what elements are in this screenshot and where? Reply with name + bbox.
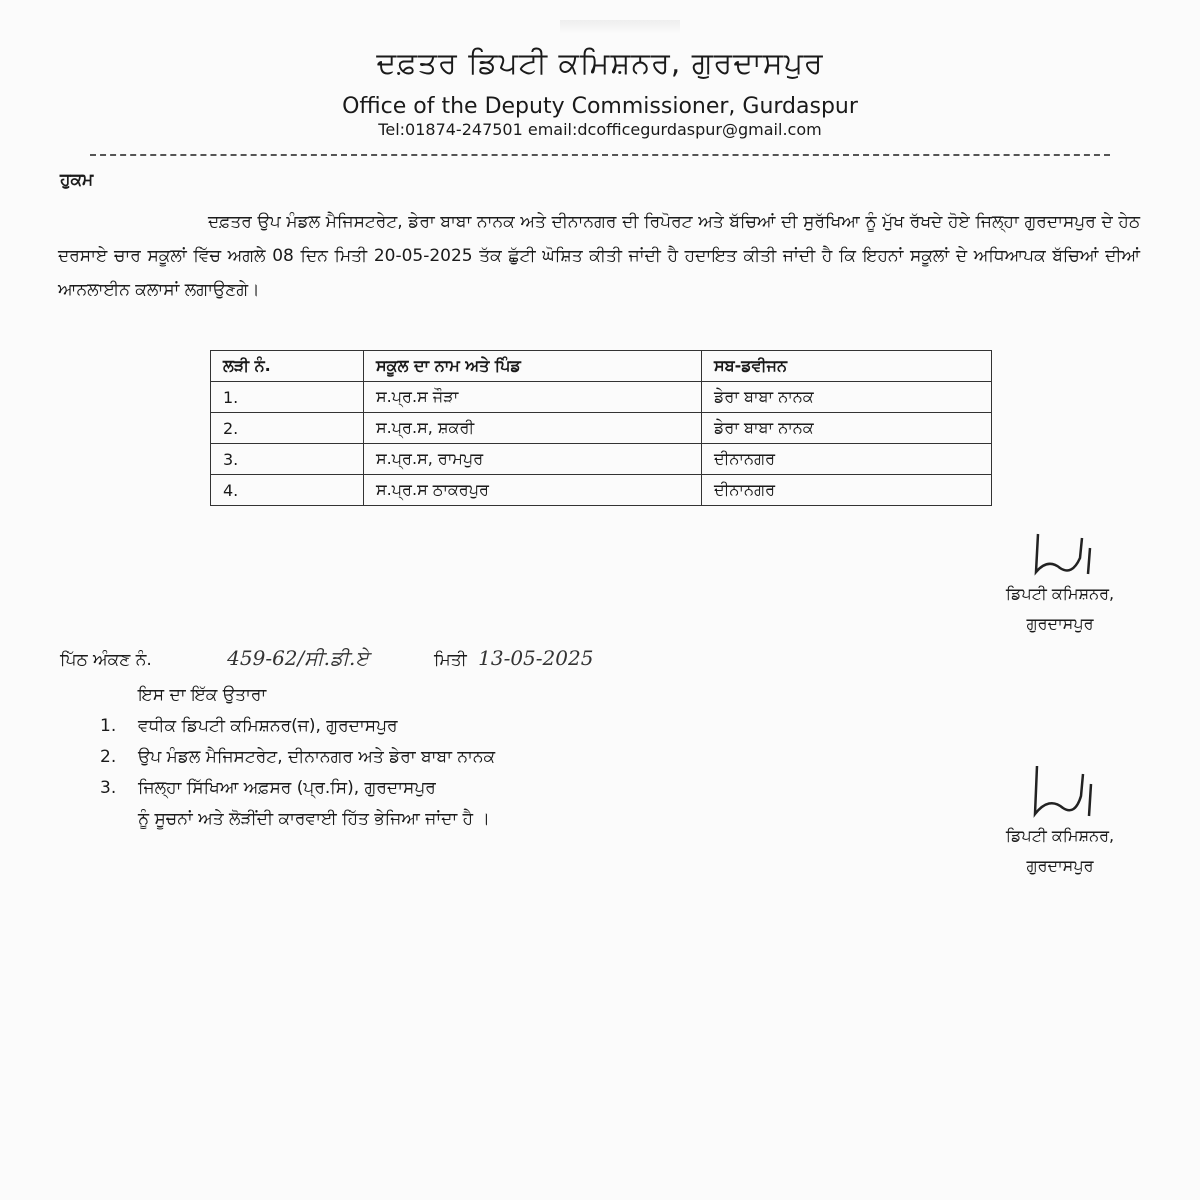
- handwritten-signature-icon: [1020, 528, 1100, 580]
- date-label: ਮਿਤੀ: [434, 650, 467, 670]
- cell-subdivision: ਦੀਨਾਨਗਰ: [702, 444, 992, 475]
- closing-text: ਨੂੰ ਸੂਚਨਾਂ ਅਤੇ ਲੋੜੀਂਦੀ ਕਾਰਵਾਈ ਹਿੱਤ ਭੇਜਿਆ ਜਾਂਦਾ ਹੈ ।: [138, 809, 490, 829]
- cell-subdivision: ਡੇਰਾ ਬਾਬਾ ਨਾਨਕ: [702, 413, 992, 444]
- cell-serial: 3.: [211, 444, 364, 475]
- header-subdivision: ਸਬ-ਡਵੀਜਨ: [702, 351, 992, 382]
- table-row: [211, 444, 992, 475]
- endorsement-number: 459-62/ਸੀ.ਡੀ.ਏ: [227, 646, 369, 670]
- cell-serial: 1.: [211, 382, 364, 413]
- signatory-title: ਡਿਪਟੀ ਕਮਿਸ਼ਨਰ,: [1005, 584, 1115, 603]
- table-row: [211, 475, 992, 506]
- endorsement-date: 13-05-2025: [478, 646, 594, 670]
- cell-school: ਸ.ਪ੍ਰ.ਸ, ਸ਼ਕਰੀ: [364, 413, 702, 444]
- list-item: 1. ਵਧੀਕ ਡਿਪਟੀ ਕਮਿਸ਼ਨਰ(ਜ), ਗੁਰਦਾਸਪੁਰ: [100, 716, 398, 736]
- order-body: ਦਫ਼ਤਰ ਉਪ ਮੰਡਲ ਮੈਜਿਸਟਰੇਟ, ਡੇਰਾ ਬਾਬਾ ਨਾਨਕ ਅਤੇ ਦੀਨਾਨਗਰ ਦੀ ਰਿਪੋਰਟ ਅਤੇ ਬੱਚਿਆਂ ਦੀ ਸੁਰੱਖਿਆ ਨੂੰ ਮੁੱਖ ਰੱਖਦੇ ਹੋਏ ਜਿਲ੍ਹਾ ਗੁਰਦਾਸਪੁਰ ਦੇ ਹੇਠ ਦਰਸਾਏ ਚਾਰ ਸਕੂਲਾਂ ਵਿੱਚ ਅਗਲੇ 08 ਦਿਨ ਮਿਤੀ 20-05-2025 ਤੱਕ ਛੁੱਟੀ ਘੋਸ਼ਿਤ ਕੀਤੀ ਜਾਂਦੀ ਹੈ ਹਦਾਇਤ ਕੀਤੀ ਜਾਂਦੀ ਹੈ ਕਿ ਇਹਨਾਂ ਸਕੂਲਾਂ ਦੇ ਅਧਿਆਪਕ ਬੱਚਿਆਂ ਦੀਆਂ ਆਨਲਾਈਨ ਕਲਾਸਾਂ ਲਗਾਉਣਗੇ।: [58, 212, 1140, 300]
- signatory-place: ਗੁਰਦਾਸਪੁਰ: [1026, 614, 1094, 633]
- list-item: 2. ਉਪ ਮੰਡਲ ਮੈਜਿਸਟਰੇਟ, ਦੀਨਾਨਗਰ ਅਤੇ ਡੇਰਾ ਬਾਬਾ ਨਾਨਕ: [100, 747, 496, 767]
- endorsement-line: [60, 646, 593, 670]
- table-row: [211, 382, 992, 413]
- recipient-text: ਜਿਲ੍ਹਾ ਸਿੱਖਿਆ ਅਫ਼ਸਰ (ਪ੍ਰ.ਸਿ), ਗੁਰਦਾਸਪੁਰ: [138, 778, 436, 798]
- signatory-title: ਡਿਪਟੀ ਕਮਿਸ਼ਨਰ,: [1005, 826, 1115, 845]
- order-heading: ਹੁਕਮ: [60, 170, 94, 190]
- copy-list: [100, 680, 496, 835]
- cell-school: ਸ.ਪ੍ਰ.ਸ, ਰਾਮਪੁਰ: [364, 444, 702, 475]
- handwritten-signature-icon: [1015, 760, 1105, 822]
- scan-smudge: [560, 20, 680, 34]
- office-title-punjabi: ਦਫ਼ਤਰ ਡਿਪਟੀ ਕਮਿਸ਼ਨਰ, ਗੁਰਦਾਸਪੁਰ: [376, 46, 824, 81]
- cell-subdivision: ਡੇਰਾ ਬਾਬਾ ਨਾਨਕ: [702, 382, 992, 413]
- table-row: [211, 413, 992, 444]
- table-header-row: [211, 351, 992, 382]
- contact-info: Tel:01874-247501 email:dcofficegurdaspur@gmail.com: [378, 120, 822, 139]
- signature-block-2: [975, 760, 1145, 876]
- signature-block-1: [975, 528, 1145, 634]
- copy-intro: ਇਸ ਦਾ ਇੱਕ ਉਤਾਰਾ: [138, 685, 267, 705]
- office-title-english: Office of the Deputy Commissioner, Gurdaspur: [342, 94, 858, 119]
- endorsement-label: ਪਿੱਠ ਅੰਕਣ ਨੰ.: [60, 650, 152, 670]
- signatory-place: ਗੁਰਦਾਸਪੁਰ: [1026, 856, 1094, 875]
- recipient-text: ਉਪ ਮੰਡਲ ਮੈਜਿਸਟਰੇਟ, ਦੀਨਾਨਗਰ ਅਤੇ ਡੇਰਾ ਬਾਬਾ ਨਾਨਕ: [138, 747, 496, 767]
- header-serial: ਲੜੀ ਨੰ.: [211, 351, 364, 382]
- cell-school: ਸ.ਪ੍ਰ.ਸ ਠਾਕਰਪੁਰ: [364, 475, 702, 506]
- cell-subdivision: ਦੀਨਾਨਗਰ: [702, 475, 992, 506]
- schools-table: [210, 350, 992, 506]
- cell-serial: 2.: [211, 413, 364, 444]
- header-school: ਸਕੂਲ ਦਾ ਨਾਮ ਅਤੇ ਪਿੰਡ: [364, 351, 702, 382]
- list-item: 3. ਜਿਲ੍ਹਾ ਸਿੱਖਿਆ ਅਫ਼ਸਰ (ਪ੍ਰ.ਸਿ), ਗੁਰਦਾਸਪੁਰ: [100, 778, 436, 798]
- cell-serial: 4.: [211, 475, 364, 506]
- recipient-text: ਵਧੀਕ ਡਿਪਟੀ ਕਮਿਸ਼ਨਰ(ਜ), ਗੁਰਦਾਸਪੁਰ: [138, 716, 398, 736]
- header-divider: [90, 154, 1110, 156]
- cell-school: ਸ.ਪ੍ਰ.ਸ ਜੌੜਾ: [364, 382, 702, 413]
